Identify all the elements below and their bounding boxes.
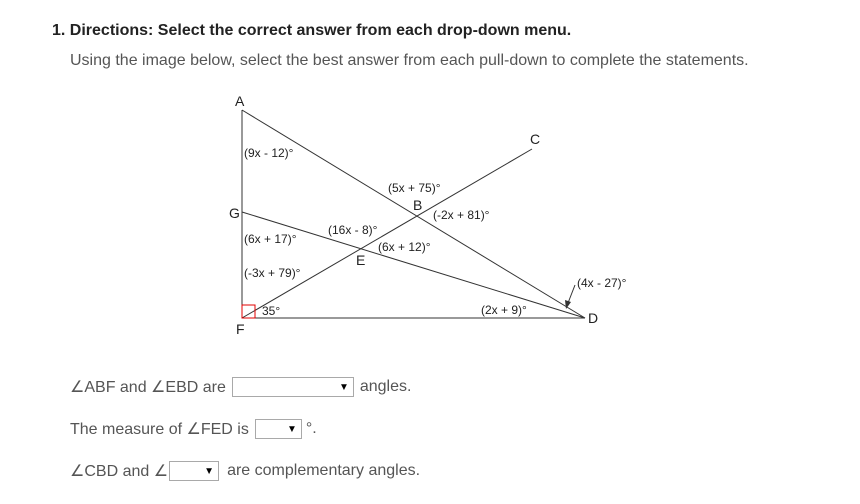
angle-label-G-bottom: (-3x + 79)° <box>244 266 301 280</box>
chevron-down-icon: ▼ <box>204 465 215 477</box>
angle-label-E-right: (6x + 12)° <box>378 240 431 254</box>
statement-1 <box>70 377 411 397</box>
dropdown-3[interactable] <box>169 461 219 481</box>
point-label-G: G <box>229 205 240 221</box>
question-subheader: Using the image below, select the best answer from each pull-down to complete the statements. <box>70 52 749 69</box>
point-label-B: B <box>413 197 423 213</box>
point-label-D: D <box>588 310 599 326</box>
statement-2-prefix: The measure of ∠FED is <box>70 421 249 438</box>
angle-label-E-upper: (16x - 8)° <box>328 223 378 237</box>
chevron-down-icon: ▼ <box>338 381 349 393</box>
statement-2-suffix: °. <box>305 420 317 437</box>
chevron-down-icon: ▼ <box>286 423 297 435</box>
statement-3 <box>70 461 420 481</box>
angle-label-G-top: (6x + 17)° <box>244 232 297 246</box>
angle-label-F: 35° <box>262 304 281 318</box>
arrow-shaft-D <box>568 285 575 303</box>
angle-label-FD: (2x + 9)° <box>481 303 527 317</box>
point-label-F: F <box>236 321 245 337</box>
question-header: 1. Directions: Select the correct answer from each drop-down menu. <box>52 22 572 39</box>
statement-1-suffix: angles. <box>359 378 412 395</box>
statement-1-prefix: ∠ABF and ∠EBD are <box>70 379 226 396</box>
dropdown-2[interactable] <box>255 419 302 439</box>
point-label-E: E <box>356 252 366 268</box>
statement-2 <box>70 419 317 439</box>
angle-label-above-B: (5x + 75)° <box>388 181 441 195</box>
statement-3-prefix: ∠CBD and ∠ <box>70 463 169 480</box>
angle-label-A: (9x - 12)° <box>244 146 294 160</box>
dropdown-1[interactable] <box>232 377 354 397</box>
angle-label-right-B: (-2x + 81)° <box>433 208 490 222</box>
statement-3-suffix: are complementary angles. <box>227 462 421 479</box>
segment-GD <box>242 212 585 318</box>
point-label-A: A <box>235 93 245 109</box>
angle-label-D: (4x - 27)° <box>577 276 627 290</box>
point-label-C: C <box>530 131 541 147</box>
